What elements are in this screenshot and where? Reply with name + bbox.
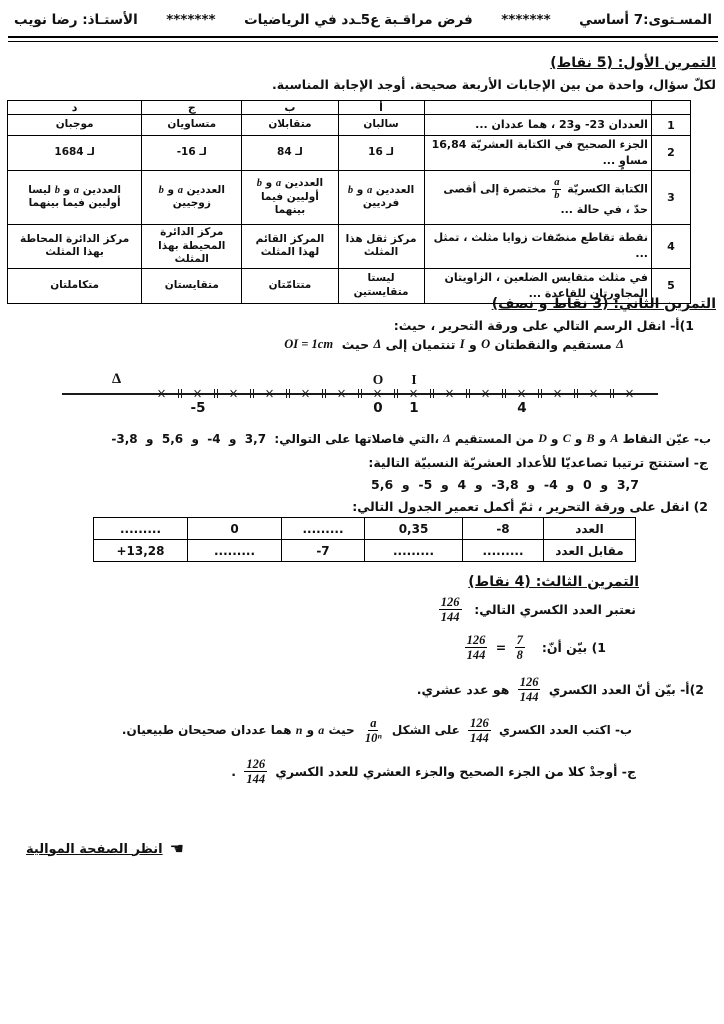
tick-double-bar [214, 389, 219, 398]
number-line-figure [0, 366, 724, 424]
exercise2-q1a-line: 1)أ- انقل الرسم التالي على ورقة التحرير ، حيث: [393, 318, 694, 333]
tick-double-bar [358, 389, 363, 398]
text-run: . [231, 763, 241, 779]
axis-number-label: 0 [373, 400, 383, 416]
fraction-numerator: 126 [246, 756, 266, 771]
header-stars-left: ******* [166, 12, 216, 28]
tick-cross [626, 389, 634, 398]
opposite-cell: -7 [282, 540, 365, 562]
tick-cross [554, 389, 562, 398]
math-run: B [586, 431, 595, 445]
mcq-answer-cell [242, 170, 338, 224]
text-run: العددين [372, 183, 415, 196]
opposite-cell: ......... [282, 518, 365, 540]
fraction-denominator: 144 [519, 689, 539, 704]
tick-cross [374, 389, 382, 398]
math-run: b [54, 184, 60, 196]
tick-double-bar [286, 389, 291, 398]
header-level: المسـتوى:7 أساسي [579, 12, 712, 28]
mcq-table [7, 100, 691, 304]
text-run: لـ 16 [368, 146, 394, 159]
text-run: تنتميان إلى [381, 337, 460, 352]
opposite-cell: 0,35 [365, 518, 463, 540]
text-run: لـ 1684 [54, 146, 95, 159]
math-run: b [158, 184, 164, 196]
fraction-numerator: a [554, 177, 560, 189]
math-run: a [366, 184, 373, 196]
tick-double-bar [502, 389, 507, 398]
math-run: D [538, 431, 547, 445]
axis-number-label: 4 [517, 400, 527, 416]
text-run: = [491, 639, 511, 655]
text-run: العددان [604, 118, 648, 132]
text-run: مركز ثقل هذا المثلث [345, 232, 417, 259]
math-run: a [73, 184, 80, 196]
exercise3-q1-line [0, 628, 724, 666]
mcq-answer-cell [142, 224, 242, 268]
mcq-answer-cell [242, 136, 338, 171]
text-run: و 5,6 و [137, 431, 208, 446]
math-run: Δ [373, 337, 382, 351]
text-run: و 5,6 [371, 477, 419, 492]
opposite-row-header: العدد [544, 518, 636, 540]
exercise1-table-wrap [7, 100, 691, 304]
mcq-answer-cell [242, 224, 338, 268]
tick-cross [410, 389, 418, 398]
number-run: -4 [543, 477, 558, 492]
mcq-question-cell [424, 224, 651, 268]
tick-cross [302, 389, 310, 398]
opposite-cell: ......... [188, 540, 282, 562]
page-header [0, 12, 724, 28]
math-run: A [610, 431, 619, 445]
text-run: و [353, 183, 367, 196]
point-label: O [372, 372, 384, 387]
exercise2-q1a-detail [0, 337, 724, 352]
equation [461, 633, 529, 662]
text-run: و [302, 723, 319, 737]
tick-cross [194, 389, 202, 398]
opposite-cell: ......... [94, 518, 188, 540]
tick-double-bar [430, 389, 435, 398]
fraction [244, 757, 267, 786]
text-run: في مثلث متقايس الضلعين ، الزاويتان المجاورتان للقاعدة ... [444, 270, 648, 300]
text-run: ليستا متقايستين [353, 272, 409, 298]
math-run: OI = 1cm [284, 337, 334, 351]
fraction-numerator: a [370, 715, 377, 730]
tick-double-bar [610, 389, 615, 398]
text-run: الكتابة الكسريّة [563, 182, 648, 196]
mcq-question-cell [424, 136, 651, 171]
mcq-answer-header: أ [338, 101, 424, 115]
opposite-row [94, 518, 636, 540]
math-run: Δ [616, 337, 624, 351]
exercise3-q2a-line [0, 670, 724, 708]
delta-label: Δ [112, 371, 122, 387]
exercise2-title: التمرين الثاني: (3 نقاط و نصف) [491, 296, 716, 312]
text-run: نعتبر العدد الكسري التالي: [465, 601, 636, 617]
text-run: مركز الدائرة المحيطة بهذا المثلث [158, 225, 226, 266]
fraction-denominator: 8 [516, 647, 523, 662]
text-run: زوجيين [172, 197, 211, 210]
exercise2-values-line [0, 477, 724, 492]
fraction [518, 675, 541, 704]
text-run: و [59, 183, 74, 196]
tick-double-bar [538, 389, 543, 398]
mcq-answer-cell [8, 170, 142, 224]
exercise2-qb-line [0, 431, 724, 446]
exercise3-intro-line [0, 590, 724, 628]
text-run: العددين [79, 183, 122, 196]
tick-double-bar [322, 389, 327, 398]
mcq-answer-cell [8, 224, 142, 268]
opposite-row-header: مقابل العدد [544, 540, 636, 562]
mcq-table-body [8, 115, 691, 304]
mcq-answer-header: ج [142, 101, 242, 115]
mcq-question-number: 5 [651, 268, 690, 303]
fraction [468, 716, 491, 745]
axis-number-label: -5 [190, 400, 206, 416]
exercise2-qc-line: ج- استنتج ترتيبا تصاعديّا للأعداد العشريّة النسبيّة التالية: [368, 455, 708, 470]
mcq-question-cell [424, 170, 651, 224]
mcq-answer-cell [8, 136, 142, 171]
number-run: -3,8 [491, 477, 519, 492]
text-run: و [570, 431, 587, 446]
math-run: b [347, 184, 354, 196]
exercise1-intro: لكلّ سؤال، واحدة من بين الإجابات الأربعة صحيحة. أوجد الإجابة المناسبة. [272, 77, 716, 92]
mcq-answer-cell [142, 115, 242, 136]
opposite-cell: +13,28 [94, 540, 188, 562]
mcq-answer-cell [338, 170, 424, 224]
text-run: و [464, 337, 482, 352]
text-run: متتامّتان [268, 278, 312, 291]
exercise2-q2-line: 2) انقل على ورقة التحرير ، ثمّ أكمل تعمير الجدول التالي: [352, 499, 708, 514]
tick-cross [446, 389, 454, 398]
math-run: C [562, 431, 571, 445]
tick-cross [158, 389, 166, 398]
opposite-table [93, 517, 636, 562]
mcq-question-number: 4 [651, 224, 690, 268]
opposite-cell: -8 [463, 518, 544, 540]
text-run: متساويان [167, 118, 217, 131]
fraction [552, 177, 561, 202]
text-run: ب- اكتب العدد الكسري [494, 723, 632, 737]
mcq-header-empty-question [424, 101, 651, 115]
mcq-row [8, 224, 691, 268]
text-run: العددين [281, 176, 324, 189]
text-run: ب- عيّن النقاط [618, 431, 711, 446]
mcq-answer-cell [142, 136, 242, 171]
math-run: Δ [443, 431, 451, 445]
exercise2-table-wrap [94, 517, 636, 562]
number-run: -3,8 [111, 431, 138, 446]
tick-cross [266, 389, 274, 398]
text-run: و [262, 176, 276, 189]
next-page-note: انظر الصفحة الموالية [26, 841, 163, 857]
text-run: حيث [333, 337, 374, 352]
opposite-cell: ......... [365, 540, 463, 562]
text-run: لـ 84 [277, 146, 303, 159]
tick-cross [482, 389, 490, 398]
header-double-rule [8, 36, 718, 42]
mcq-answer-cell [142, 170, 242, 224]
fraction [363, 716, 384, 745]
mcq-row [8, 136, 691, 171]
exercise3-title: التمرين الثالث: (4 نقاط) [468, 574, 639, 590]
text-run: و [163, 183, 178, 196]
opposite-table-body [94, 518, 636, 562]
page-footer [26, 841, 184, 857]
fraction-denominator: 144 [470, 730, 489, 745]
text-run: أوليين فيما بينهما [260, 190, 319, 217]
text-run: و23 ، هما عددان ... [475, 118, 585, 132]
tick-double-bar [178, 389, 183, 398]
text-run: من المستقيم [450, 431, 539, 446]
tick-cross [590, 389, 598, 398]
text-run: و [518, 477, 544, 492]
opposite-cell: 0 [188, 518, 282, 540]
header-subject: فرض مراقـبة ع5ـدد في الرياضيات [244, 12, 473, 28]
mcq-row [8, 170, 691, 224]
text-run: متقابلان [268, 118, 312, 131]
text-run: متقايستان [164, 278, 219, 291]
exercise1-title: التمرين الأول: (5 نقاط) [550, 55, 716, 71]
text-run: نقطة تقاطع منصّفات زوايا مثلث ، تمثل ... [433, 231, 648, 261]
text-run: لـ [195, 146, 207, 159]
text-run: ليسا أوليين فيما بينهما [28, 183, 121, 210]
mcq-question-number: 1 [651, 115, 690, 136]
fraction-numerator: 126 [440, 594, 460, 609]
math-run: a [318, 722, 325, 737]
math-run: n [295, 722, 303, 737]
pointing-hand-icon: ☚ [169, 839, 184, 858]
mcq-question-number: 3 [651, 170, 690, 224]
text-run: ج- أوجدْ كلا من الجزء الصحيح والجزء العشري للعدد الكسري [271, 763, 636, 779]
math-run: b [256, 177, 263, 189]
tick-double-bar [574, 389, 579, 398]
fraction-denominator: 144 [466, 647, 486, 662]
fraction-denominator: b [554, 189, 560, 201]
text-run: العددين [182, 183, 225, 196]
math-run: O [481, 337, 491, 351]
tick-double-bar [466, 389, 471, 398]
fraction-numerator: 126 [519, 674, 539, 689]
text-run: حيث [324, 723, 359, 737]
text-run: 2)أ- بيّن أنّ العدد الكسري [544, 681, 704, 697]
mcq-question-number: 2 [651, 136, 690, 171]
math-run: a [177, 184, 183, 196]
mcq-row [8, 115, 691, 136]
fraction-denominator: 10ⁿ [364, 730, 382, 745]
tick-double-bar [394, 389, 399, 398]
number-run: -16 [176, 146, 196, 159]
text-run: على الشكل [387, 723, 465, 737]
exercise3-q2c-line [0, 752, 724, 790]
fraction [465, 633, 488, 662]
mcq-answer-cell [338, 224, 424, 268]
mcq-answer-header: ب [242, 101, 338, 115]
text-run: و 4 و [432, 477, 492, 492]
fraction-numerator: 7 [516, 632, 523, 647]
mcq-header-empty-num [651, 101, 690, 115]
point-label: I [411, 372, 417, 387]
mcq-question-cell [424, 115, 651, 136]
text-run: هو عدد عشري. [416, 681, 514, 697]
fraction-denominator: 144 [246, 771, 266, 786]
tick-double-bar [250, 389, 255, 398]
header-stars-right: ******* [501, 12, 551, 28]
text-run: 3,7 و 0 و [557, 477, 639, 492]
text-run: هما عددان صحيحان طبيعيان. [121, 723, 296, 737]
opposite-row [94, 540, 636, 562]
number-run: -5 [418, 477, 433, 492]
text-run: الجزء الصحيح في الكتابة العشريّة 16,84 مساوٍ ... [431, 138, 648, 167]
text-run: مختصرة إلى أقصى حدّ ، في حالة ... [443, 182, 648, 216]
axis-number-label: 1 [409, 400, 419, 416]
tick-cross [338, 389, 346, 398]
mcq-answer-cell [8, 115, 142, 136]
text-run: مركز الدائرة المحاطة بهذا المثلث [20, 232, 130, 259]
text-run: سالبان [363, 118, 399, 131]
mcq-answer-cell [338, 115, 424, 136]
text-run: و [546, 431, 563, 446]
text-run: 1) بيّن أنّ: [528, 639, 606, 655]
text-run: ،التي فاصلاتها على التوالي: 3,7 و [220, 431, 444, 446]
number-run: -4 [207, 431, 221, 446]
mcq-answer-cell [242, 115, 338, 136]
mcq-header-row [8, 101, 691, 115]
fraction [515, 633, 525, 662]
text-run: فرديين [362, 197, 400, 210]
text-run: و [594, 431, 611, 446]
number-run: -23 [584, 118, 605, 132]
tick-cross [518, 389, 526, 398]
text-run: موجبان [55, 118, 94, 131]
fraction-denominator: 144 [440, 609, 460, 624]
header-teacher: الأستـاذ: رضا نويب [14, 12, 138, 28]
text-run: متكاملتان [50, 278, 100, 291]
text-run: مستقيم والنقطتان [490, 337, 617, 352]
mcq-answer-header: د [8, 101, 142, 115]
math-run: I [459, 337, 465, 351]
tick-cross [230, 389, 238, 398]
opposite-cell: ......... [463, 540, 544, 562]
mcq-answer-cell [338, 136, 424, 171]
text-run: المركز القائم لهذا المثلث [255, 232, 325, 259]
math-run: a [275, 177, 282, 189]
fraction [439, 595, 462, 624]
exercise3-q2b-line [0, 711, 724, 749]
fraction-numerator: 126 [470, 715, 489, 730]
fraction-numerator: 126 [466, 632, 486, 647]
